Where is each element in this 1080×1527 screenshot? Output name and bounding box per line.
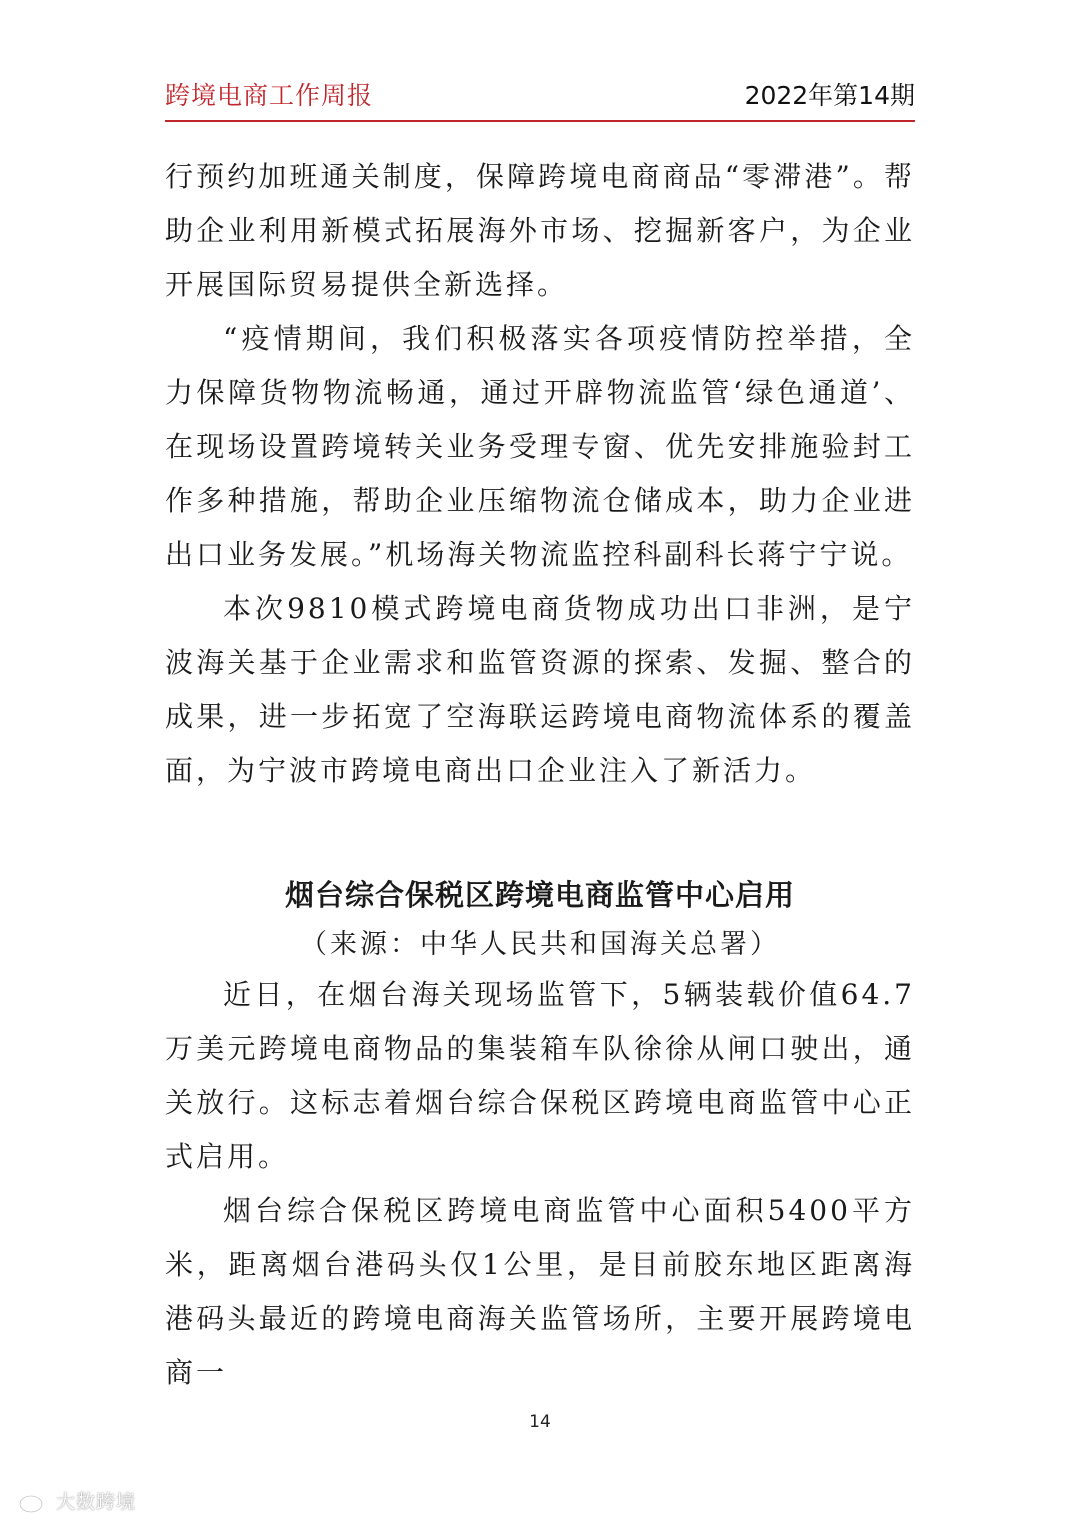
paragraph-summary: 本次9810模式跨境电商货物成功出口非洲，是宁波海关基于企业需求和监管资源的探索、发掘、整合的成果，进一步拓宽了空海联运跨境电商物流体系的覆盖面，为宁波市跨境电商出口企业注入了新活力。 <box>165 592 915 787</box>
article-body <box>165 150 915 1400</box>
paragraph-yantai-launch: 近日，在烟台海关现场监管下，5辆装载价值64.7万美元跨境电商物品的集装箱车队徐徐从闸口驶出，通关放行。这标志着烟台综合保税区跨境电商监管中心正式启用。 <box>165 978 915 1173</box>
issue-number: 2022年第14期 <box>744 81 915 110</box>
weibo-logo-icon <box>18 1488 50 1514</box>
page-number: 14 <box>529 1412 551 1432</box>
publication-title: 跨境电商工作周报 <box>165 81 374 110</box>
section-source: （来源：中华人民共和国海关总署） <box>300 929 780 960</box>
paragraph-continuation: 行预约加班通关制度，保障跨境电商商品“零滞港”。帮助企业利用新模式拓展海外市场、挖掘新客户，为企业开展国际贸易提供全新选择。 <box>165 160 915 301</box>
watermark-text: 大数跨境 <box>56 1491 137 1513</box>
paragraph-quote: “疫情期间，我们积极落实各项疫情防控举措，全力保障货物物流畅通，通过开辟物流监管‘绿色通道’、在现场设置跨境转关业务受理专窗、优先安排施验封工作多种措施，帮助企业压缩物流仓储成本，助力企业进出口业务发展。”机场海关物流监控科副科长蒋宁宁说。 <box>165 322 915 571</box>
header-divider <box>165 120 915 122</box>
paragraph-yantai-area: 烟台综合保税区跨境电商监管中心面积5400平方米，距离烟台港码头仅1公里，是目前胶东地区距离海港码头最近的跨境电商海关监管场所，主要开展跨境电商一 <box>165 1194 915 1389</box>
watermark <box>18 1487 136 1514</box>
section-title: 烟台综合保税区跨境电商监管中心启用 <box>284 878 795 912</box>
